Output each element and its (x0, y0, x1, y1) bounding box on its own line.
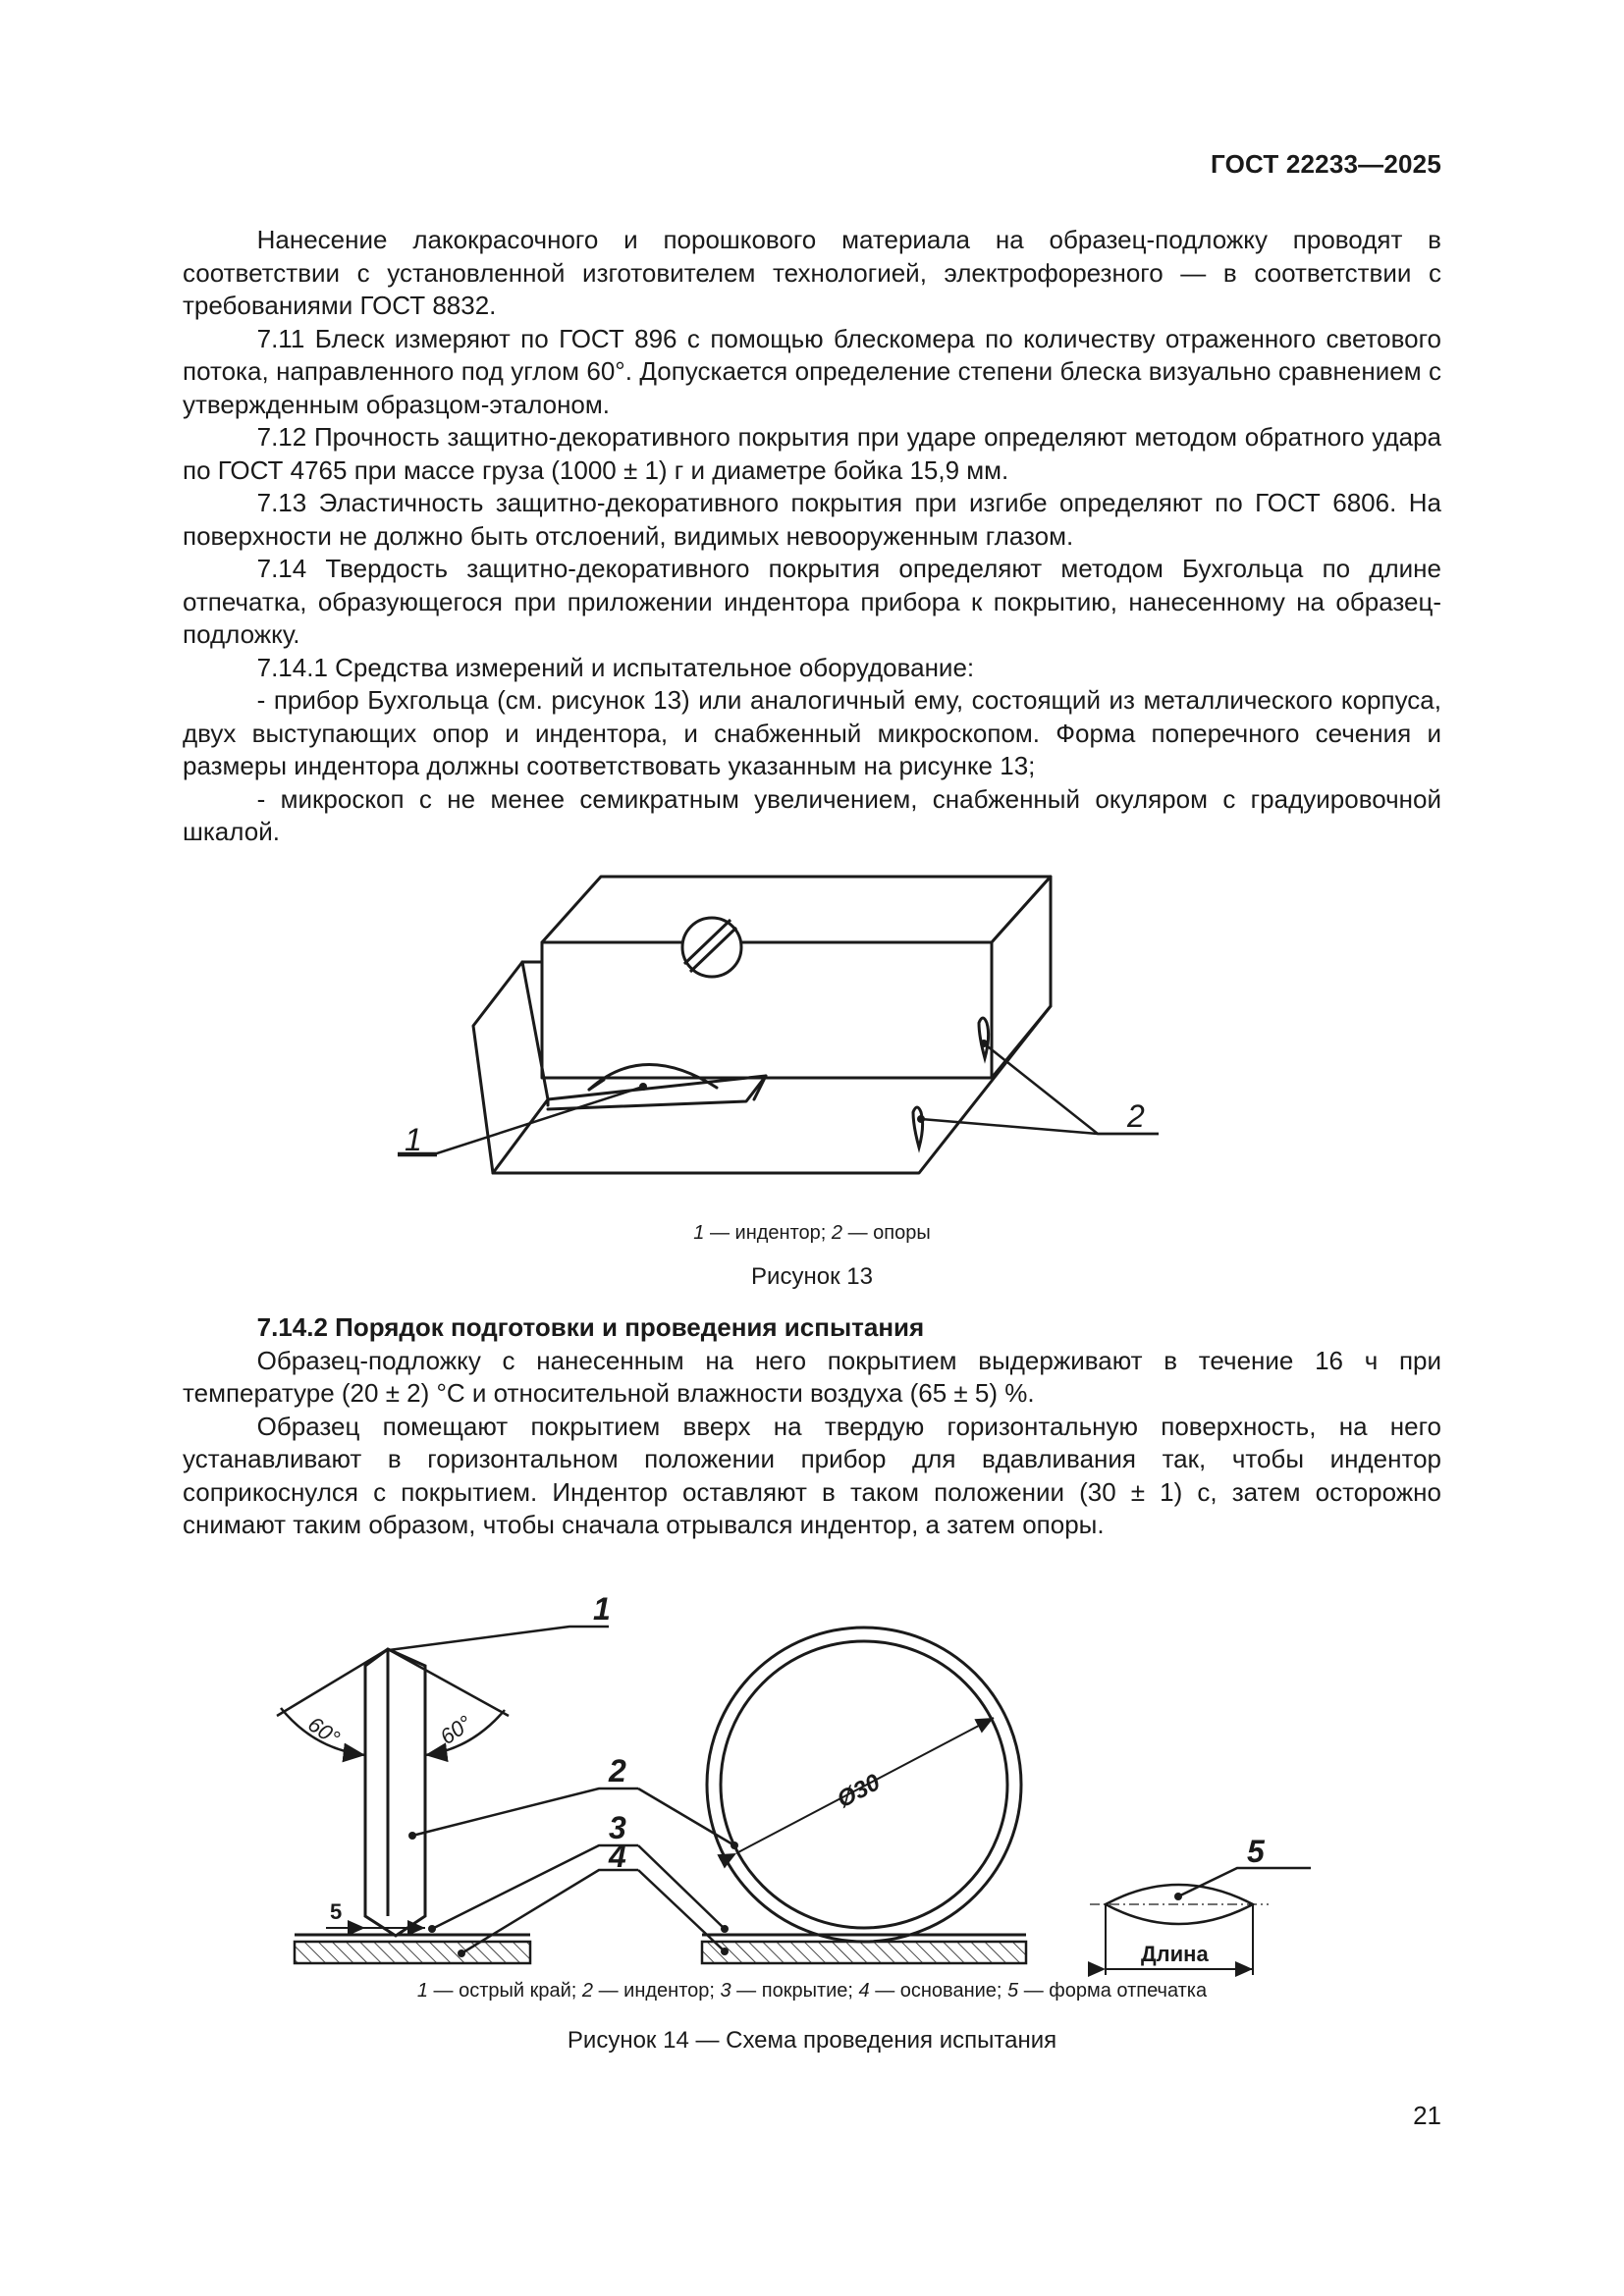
list-item-buchholz-device: - прибор Бухгольца (см. рисунок 13) или аналогичный ему, состоящий из металлического корпуса, двух выступающих опор и индентора, и снабженный микроскопом. Форма поперечного сечения и размеры индентора должны соответствовать указанным на рисунке 13; (183, 685, 1441, 780)
paragraph-7-12: 7.12 Прочность защитно-декоративного покрытия при ударе определяют методом обратного удара по ГОСТ 4765 при массе груза (1000 ± 1) г и диаметре бойка 15,9 мм. (183, 422, 1441, 485)
base-plate-left (295, 1942, 530, 1963)
leader-sharp-edge (389, 1627, 609, 1650)
figure-13-label-2: 2 (1127, 1098, 1145, 1134)
leader-coating (432, 1845, 638, 1929)
figure-14-label-5: 5 (1247, 1834, 1265, 1869)
section-heading-7-14-2: 7.14.2 Порядок подготовки и проведения испытания (256, 1312, 925, 1342)
standard-header: ГОСТ 22233—2025 (1211, 149, 1441, 179)
angle-right-label: 60° (435, 1710, 477, 1750)
paragraph-procedure: Образец помещают покрытием вверх на твердую горизонтальную поверхность, на него устанавливают в горизонтальном положении прибор для вдавливания так, чтобы индентор соприкоснулся с покрытием. Индентор оставляют в таком положении (30 ± 1) с, затем осторожно снимают таким образом, чтобы сначала отрывался индентор, а затем опоры. (183, 1411, 1441, 1539)
figure-14-caption: Рисунок 14 — Схема проведения испытания (567, 2027, 1057, 2054)
angle-left-label: 60° (303, 1711, 345, 1751)
figure-14-label-2: 2 (609, 1753, 626, 1789)
page-number: 21 (1413, 2101, 1441, 2130)
paragraph-conditioning: Образец-подложку с нанесенным на него покрытием выдерживают в течение 16 ч при температуре (20 ± 2) °С и относительной влажности воздуха (65 ± 5) %. (183, 1345, 1441, 1408)
paragraph-7-14-1: 7.14.1 Средства измерений и испытательное оборудование: (256, 652, 975, 682)
length-label: Длина (1141, 1942, 1209, 1966)
figure-13-label-1: 1 (405, 1122, 422, 1157)
figure-14-label-1: 1 (593, 1591, 611, 1627)
figure-13-caption: Рисунок 13 (751, 1263, 873, 1290)
list-item-microscope: - микроскоп с не менее семикратным увеличением, снабженный окуляром с градуировочной шкалой. (183, 783, 1441, 846)
paragraph-7-11: 7.11 Блеск измеряют по ГОСТ 896 с помощью блескомера по количеству отраженного светового потока, направленного под углом 60°. Допускается определение степени блеска визуально сравнением с утвержденным образцом-эталоном. (183, 323, 1441, 419)
figure-13-legend: 1 — индентор; 2 — опоры (693, 1222, 931, 1244)
figure-14-label-4: 4 (609, 1839, 626, 1874)
leader-indenter (412, 1789, 638, 1836)
diameter-label: Ø30 (833, 1769, 885, 1814)
base-plate-right (702, 1942, 1026, 1963)
figure-14-legend: 1 — острый край; 2 — индентор; 3 — покрытие; 4 — основание; 5 — форма отпечатка (416, 1980, 1208, 2002)
paragraph-application-method: Нанесение лакокрасочного и порошкового материала на образец-подложку проводят в соответствии с установленной изготовителем технологией, электрофорезного — в соответствии с требованиями ГОСТ 8832. (183, 225, 1441, 320)
paragraph-7-13: 7.13 Эластичность защитно-декоративного покрытия при изгибе определяют по ГОСТ 6806. На поверхности не должно быть отслоений, видимых невооруженным глазом. (183, 488, 1441, 551)
figure-14-label-3: 3 (609, 1810, 626, 1845)
width-dimension-label: 5 (330, 1899, 343, 1924)
indenter-bar (365, 1649, 425, 1936)
paragraph-7-14: 7.14 Твердость защитно-декоративного покрытия определяют методом Бухгольца по длине отпечатка, образующегося при приложении индентора прибора к покрытию, нанесенному на образец-подложку. (183, 554, 1441, 649)
